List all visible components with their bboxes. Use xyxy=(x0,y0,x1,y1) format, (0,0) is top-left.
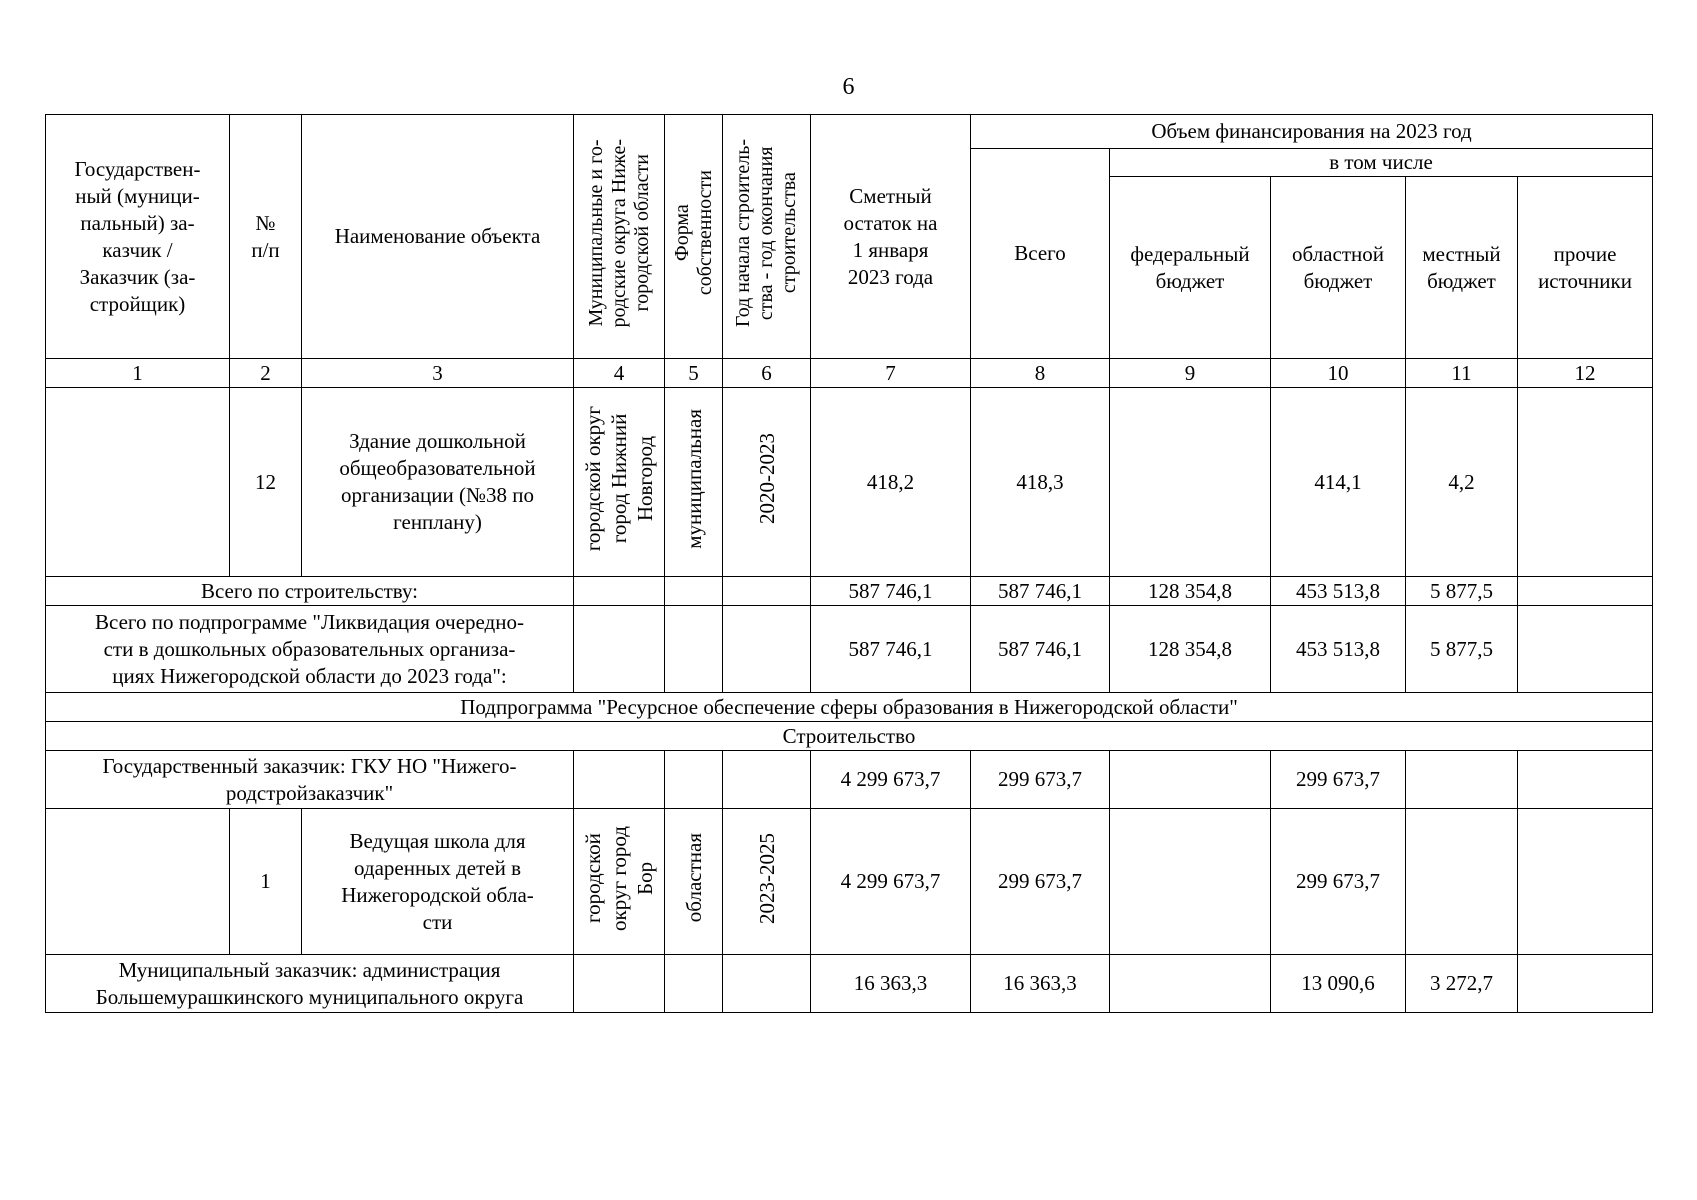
total-construction-balance: 587 746,1 xyxy=(811,577,971,606)
table-row-subprogram-title xyxy=(46,693,1653,722)
object-district: городской округ город Бор xyxy=(574,809,665,955)
empty-cell xyxy=(723,751,811,809)
empty-cell xyxy=(1110,809,1271,955)
empty-cell xyxy=(574,577,665,606)
object-local: 4,2 xyxy=(1406,388,1518,577)
total-construction-federal: 128 354,8 xyxy=(1110,577,1271,606)
column-number: 7 xyxy=(811,359,971,388)
header-object-name: Наименование объекта xyxy=(302,115,574,359)
object-federal xyxy=(1110,388,1271,577)
customer-municipal-total: 16 363,3 xyxy=(971,955,1110,1013)
empty-cell xyxy=(46,809,230,955)
table-row-section-title xyxy=(46,722,1653,751)
header-federal: федеральный бюджет xyxy=(1110,177,1271,359)
empty-cell xyxy=(1406,809,1518,955)
object-total: 299 673,7 xyxy=(971,809,1110,955)
object-number: 12 xyxy=(230,388,302,577)
object-name: Здание дошкольной общеобразовательной организации (№38 по генплану) xyxy=(302,388,574,577)
column-number: 4 xyxy=(574,359,665,388)
empty-cell xyxy=(1518,606,1653,693)
customer-municipal-label: Муниципальный заказчик: администрация Большемурашкинского муниципального округа xyxy=(46,955,574,1013)
header-funding-group: Объем финансирования на 2023 год xyxy=(971,115,1653,149)
empty-cell xyxy=(1518,955,1653,1013)
object-name: Ведущая школа для одаренных детей в Нижегородской обла- сти xyxy=(302,809,574,955)
column-number: 5 xyxy=(665,359,723,388)
customer-municipal-balance: 16 363,3 xyxy=(811,955,971,1013)
empty-cell xyxy=(665,955,723,1013)
table-row-object-1 xyxy=(46,809,1653,955)
empty-cell xyxy=(574,955,665,1013)
header-including: в том числе xyxy=(1110,149,1653,177)
object-regional: 414,1 xyxy=(1271,388,1406,577)
header-balance: Сметный остаток на 1 января 2023 года xyxy=(811,115,971,359)
total-subprogram-federal: 128 354,8 xyxy=(1110,606,1271,693)
object-regional: 299 673,7 xyxy=(1271,809,1406,955)
total-subprogram-local: 5 877,5 xyxy=(1406,606,1518,693)
column-number: 6 xyxy=(723,359,811,388)
empty-cell xyxy=(1518,809,1653,955)
header-local: местный бюджет xyxy=(1406,177,1518,359)
object-other xyxy=(1518,388,1653,577)
empty-cell xyxy=(574,606,665,693)
customer-gku-balance: 4 299 673,7 xyxy=(811,751,971,809)
table-row-customer-municipal xyxy=(46,955,1653,1013)
header-customer: Государствен- ный (муници- пальный) за- казчик / Заказчик (за- стройщик) xyxy=(46,115,230,359)
empty-cell xyxy=(665,577,723,606)
column-number: 3 xyxy=(302,359,574,388)
empty-cell xyxy=(1110,955,1271,1013)
object-district: городской округ город Нижний Новгород xyxy=(574,388,665,577)
customer-gku-total: 299 673,7 xyxy=(971,751,1110,809)
total-subprogram-balance: 587 746,1 xyxy=(811,606,971,693)
total-construction-total: 587 746,1 xyxy=(971,577,1110,606)
table-row-total-subprogram xyxy=(46,606,1653,693)
empty-cell xyxy=(723,955,811,1013)
customer-gku-regional: 299 673,7 xyxy=(1271,751,1406,809)
object-years: 2020-2023 xyxy=(723,388,811,577)
empty-cell xyxy=(723,577,811,606)
column-number: 1 xyxy=(46,359,230,388)
total-construction-label: Всего по строительству: xyxy=(46,577,574,606)
column-number: 9 xyxy=(1110,359,1271,388)
table-row-customer-gku xyxy=(46,751,1653,809)
empty-cell xyxy=(1110,751,1271,809)
empty-cell xyxy=(574,751,665,809)
table-row-object-12 xyxy=(46,388,1653,577)
empty-cell xyxy=(1518,751,1653,809)
empty-cell xyxy=(1406,751,1518,809)
table-row-total-construction xyxy=(46,577,1653,606)
total-subprogram-regional: 453 513,8 xyxy=(1271,606,1406,693)
column-number: 8 xyxy=(971,359,1110,388)
header-regional: областной бюджет xyxy=(1271,177,1406,359)
header-total: Всего xyxy=(971,149,1110,359)
total-construction-regional: 453 513,8 xyxy=(1271,577,1406,606)
empty-cell xyxy=(665,751,723,809)
header-years: Год начала строитель- ства - год окончания строительства xyxy=(723,115,811,359)
customer-municipal-regional: 13 090,6 xyxy=(1271,955,1406,1013)
object-ownership: муниципальная xyxy=(665,388,723,577)
total-subprogram-total: 587 746,1 xyxy=(971,606,1110,693)
page-number: 6 xyxy=(842,74,855,100)
column-number: 10 xyxy=(1271,359,1406,388)
header-number: № п/п xyxy=(230,115,302,359)
object-balance: 4 299 673,7 xyxy=(811,809,971,955)
column-number: 2 xyxy=(230,359,302,388)
section-title: Строительство xyxy=(46,722,1653,751)
total-construction-local: 5 877,5 xyxy=(1406,577,1518,606)
empty-cell xyxy=(665,606,723,693)
column-number: 12 xyxy=(1518,359,1653,388)
customer-gku-label: Государственный заказчик: ГКУ НО "Нижего- родстройзаказчик" xyxy=(46,751,574,809)
object-balance: 418,2 xyxy=(811,388,971,577)
total-subprogram-label: Всего по подпрограмме "Ликвидация очередно- сти в дошкольных образовательных организа- циях Нижегородской области до 2023 года": xyxy=(46,606,574,693)
object-years: 2023-2025 xyxy=(723,809,811,955)
header-other: прочие источники xyxy=(1518,177,1653,359)
header-ownership: Форма собственности xyxy=(665,115,723,359)
object-number: 1 xyxy=(230,809,302,955)
object-ownership: областная xyxy=(665,809,723,955)
empty-cell xyxy=(1518,577,1653,606)
financing-table xyxy=(45,114,1653,1013)
subprogram-title: Подпрограмма "Ресурсное обеспечение сферы образования в Нижегородской области" xyxy=(46,693,1653,722)
object-total: 418,3 xyxy=(971,388,1110,577)
column-number: 11 xyxy=(1406,359,1518,388)
header-row-1 xyxy=(46,115,1653,149)
column-numbers-row xyxy=(46,359,1653,388)
empty-cell xyxy=(46,388,230,577)
customer-municipal-local: 3 272,7 xyxy=(1406,955,1518,1013)
empty-cell xyxy=(723,606,811,693)
header-districts: Муниципальные и го- родские округа Ниже- городской области xyxy=(574,115,665,359)
